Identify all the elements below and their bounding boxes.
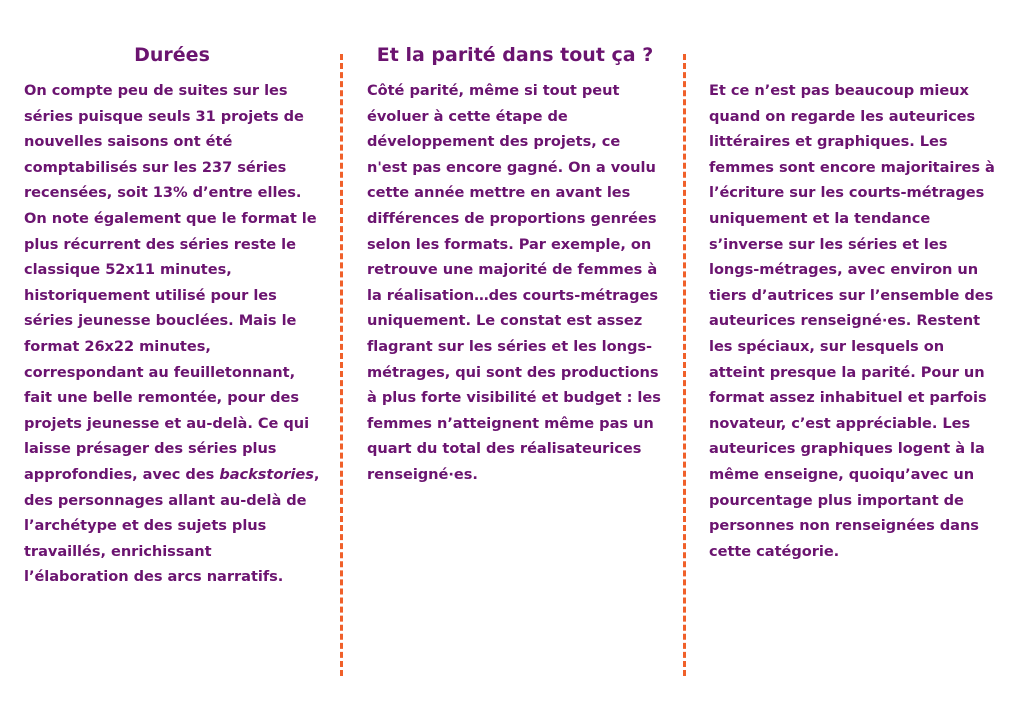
text-part-before: On compte peu de suites sur les séries puisque seuls 31 projets de nouvelles saisons ont été comptabilisés sur les 237 séries recensées, soit 13% d’entre elles. On note également que le format le plus récurrent des séries reste le classique 52x11 minutes, historiquement utilisé pour les séries jeunesse bouclées. Mais le format 26x22 minutes, correspondant au feuilletonnant, fait une belle remontée, pour des projets jeunesse et au-delà. Ce qui laisse présager des séries plus approfondies, avec des (24, 82, 317, 483)
section-title-parite: Et la parité dans tout ça ? (376, 44, 654, 66)
section-text-durees (24, 78, 320, 590)
text-part-italic: backstories (219, 465, 314, 483)
dashed-divider-right (683, 54, 686, 676)
dashed-divider-left (340, 54, 343, 676)
text-part-after: , des personnages allant au-delà de l’archétype et des sujets plus travaillés, enrichissant l’élaboration des arcs narratifs. (24, 465, 320, 586)
section-text-parite: Côté parité, même si tout peut évoluer à cette étape de développement des projets, ce n'est pas encore gagné. On a voulu cette année mettre en avant les différences de proportions genrées selon les formats. Par exemple, on retrouve une majorité de femmes à la réalisation…des courts-métrages uniquement. Le constat est assez flagrant sur les séries et les longs-métrages, qui sont des productions à plus forte visibilité et budget : les femmes n’atteignent même pas un quart du total des réalisateurices renseigné·es. (367, 82, 661, 483)
section-text-auteurices: Et ce n’est pas beaucoup mieux quand on regarde les auteurices littéraires et graphiques. Les femmes sont encore majoritaires à l’écriture sur les courts-métrages uniquement et la tendance s’inverse sur les séries et les longs-métrages, avec environ un tiers d’autrices sur l’ensemble des auteurices renseigné·es. Restent les spéciaux, sur lesquels on atteint presque la parité. Pour un format assez inhabituel et parfois novateur, c’est appréciable. Les auteurices graphiques logent à la même enseigne, quoiqu’avec un pourcentage plus important de personnes non renseignées dans cette catégorie. (709, 82, 995, 560)
section-title-durees: Durées (134, 44, 210, 66)
